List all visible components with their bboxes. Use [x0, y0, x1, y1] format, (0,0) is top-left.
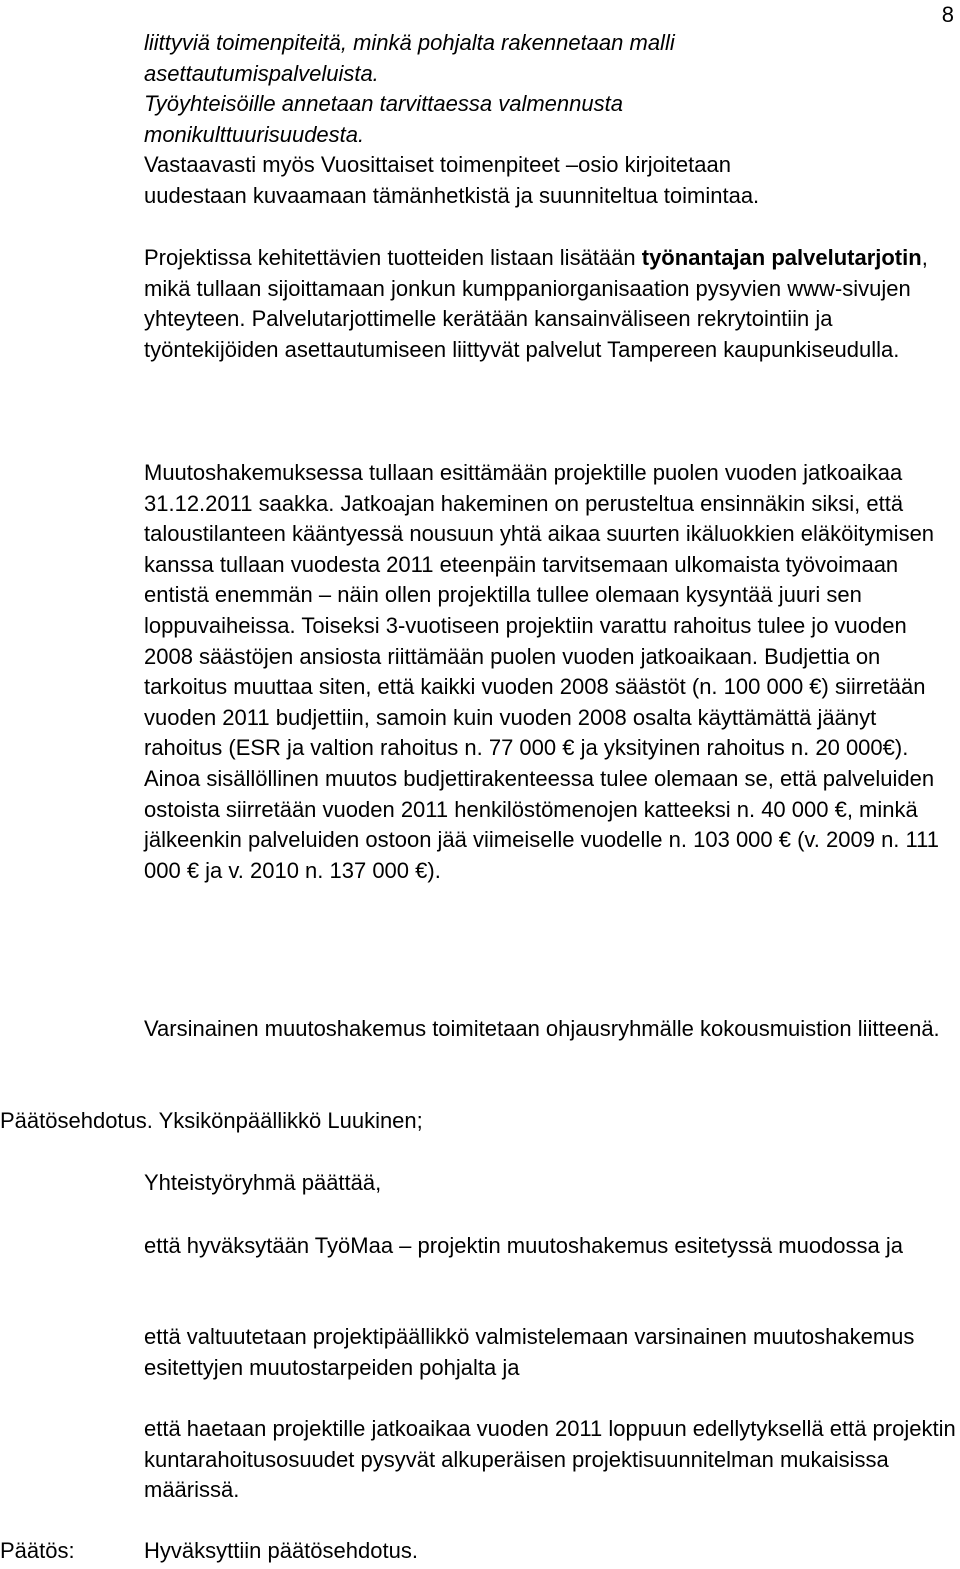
decision-item-3 [144, 1414, 956, 1506]
decision-item-text: että hyväksytään TyöMaa – projektin muutoshakemus esitetyssä muodossa ja [144, 1233, 903, 1258]
page-number: 8 [941, 2, 954, 27]
submission-text: Varsinainen muutoshakemus toimitetaan ohjausryhmälle kokousmuistion liitteenä. [144, 1016, 940, 1041]
decision-text: Hyväksyttiin päätösehdotus. [144, 1538, 418, 1563]
intro-section [144, 28, 956, 212]
decision-label: Päätös: [0, 1538, 75, 1563]
decision-item-2 [144, 1322, 956, 1383]
decides-line [144, 1168, 956, 1199]
service-lead: Projektissa kehitettävien tuotteiden listaan lisätään [144, 245, 642, 270]
extension-text: Muutoshakemuksessa tullaan esittämään projektille puolen vuoden jatkoaikaa 31.12.2011 saakka. Jatkoajan hakeminen on perusteltua ensinnäkin siksi, että taloustilanteen kääntyessä nousuun yhtä aikaa suurten ikäluokkien eläköitymisen kanssa tullaan vuodesta 2011 eteenpäin tarvitsemaan ulkomaista työvoimaan entistä enemmän – näin ollen projektilla tullee olemaan kysyntää juuri sen loppuvaiheissa. Toiseksi 3-vuotiseen projektiin varattu rahoitus tulee jo vuoden 2008 säästöjen ansiosta riittämään puolen vuoden jatkoaikaan. Budjettia on tarkoitus muuttaa siten, että kaikki vuoden 2008 säästöt (n. 100 000 €) siirretään vuoden 2011 budjettiin, samoin kuin vuoden 2008 osalta käyttämättä jäänyt rahoitus (ESR ja valtion rahoitus n. 77 000 € ja yksityinen rahoitus n. 20 000€). Ainoa sisällöllinen muutos budjettirakenteessa tulee olemaan se, että palveluiden ostoista siirretään vuoden 2011 henkilöstömenojen katteeksi n. 40 000 €, minkä jälkeenkin palveluiden ostoon jää viimeiselle vuodelle n. 103 000 € (v. 2009 n. 111 000 € ja v. 2010 n. 137 000 €). [144, 460, 939, 883]
decides-text: Yhteistyöryhmä päättää, [144, 1170, 382, 1195]
intro-line-2: asettautumispalveluista. [144, 60, 379, 86]
service-highlight: työnantajan palvelutarjotin [641, 245, 922, 270]
service-rest: , mikä tullaan sijoittamaan jonkun kumppaniorganisaation pysyvien www-sivujen yhteyteen. Palvelutarjottimelle kerätään kansainväliseen rekrytointiin ja työntekijöiden asettautumiseen liittyvät palvelut Tampereen kaupunkiseudulla. [144, 245, 928, 362]
proposal-heading: Päätösehdotus. Yksikönpäällikkö Luukinen; [0, 1108, 423, 1133]
extension-paragraph [144, 458, 956, 886]
decision-item-text: että haetaan projektille jatkoaikaa vuoden 2011 loppuun edellytyksellä että projektin kuntarahoitusosuudet pysyvät alkuperäisen projektisuunnitelman mukaisissa määrissä. [144, 1416, 956, 1503]
decision-item-text: että valtuutetaan projektipäällikkö valmistelemaan varsinainen muutoshakemus esitettyjen muutostarpeiden pohjalta ja [144, 1324, 915, 1380]
submission-paragraph [144, 1014, 956, 1045]
intro-line-3: Työyhteisöille annetaan tarvittaessa valmennusta [144, 91, 623, 117]
intro-line-5: Vastaavasti myös Vuosittaiset toimenpiteet –osio kirjoitetaan [144, 152, 731, 178]
decision-item-1 [144, 1231, 956, 1262]
intro-line-6: uudestaan kuvaamaan tämänhetkistä ja suunniteltua toimintaa. [144, 182, 760, 208]
intro-line-1: liittyviä toimenpiteitä, minkä pohjalta rakennetaan malli [144, 30, 675, 55]
service-paragraph [144, 243, 956, 365]
intro-line-4: monikulttuurisuudesta. [144, 121, 365, 147]
